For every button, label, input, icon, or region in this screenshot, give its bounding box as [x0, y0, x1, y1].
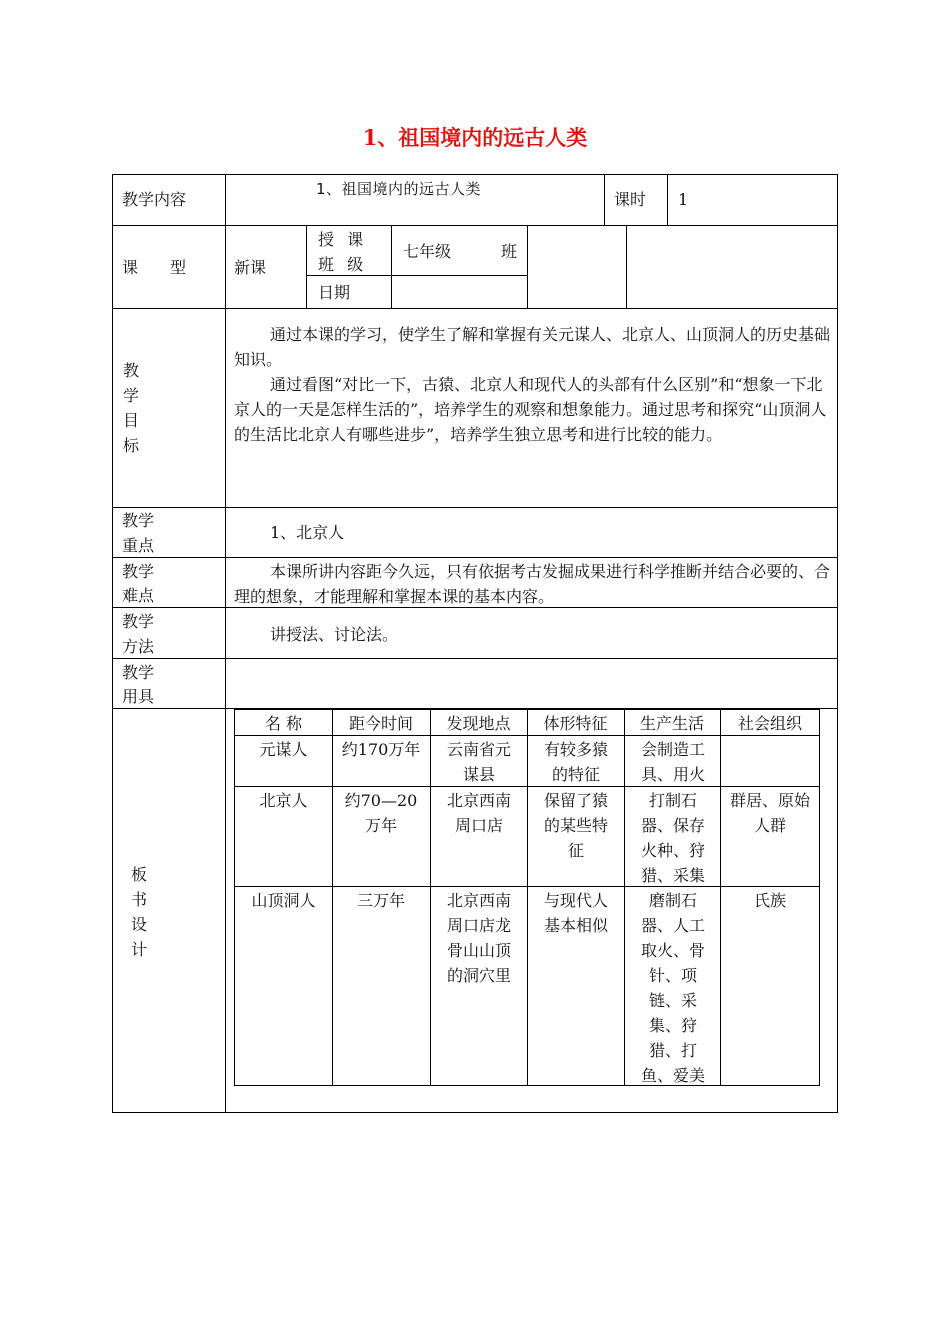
table-line-row2: [112, 308, 838, 309]
goals-label-char: 教: [122, 361, 139, 380]
board-header-time: 距今时间: [348, 714, 413, 733]
board-cell: 约170万年: [341, 740, 421, 759]
table-line-extra: [626, 225, 627, 309]
board-header-physique: 体形特征: [543, 714, 608, 733]
class-label: 授 课 班 级: [318, 230, 368, 274]
method-label-2: 方法: [122, 637, 155, 656]
board-cell: 氏族: [753, 891, 786, 910]
board-cell: 北京西南周口店龙骨山山顶的洞穴里: [446, 891, 511, 985]
board-cell: 云南省元谋县: [446, 740, 511, 784]
board-cell: 会制造工具、用火: [640, 740, 705, 784]
board-cell: 元谋人: [259, 740, 308, 759]
table-line-period-right: [667, 174, 668, 226]
class-grade: 七年级: [403, 242, 452, 261]
document-title: 1、祖国境内的远古人类: [362, 125, 588, 150]
board-table: [234, 709, 820, 1086]
board-cell: 与现代人基本相似: [543, 891, 608, 935]
tools-label-1: 教学: [122, 663, 155, 682]
board-cell: 约70—20万年: [344, 791, 418, 835]
keypoint-label-2: 重点: [122, 536, 155, 555]
period-value: 1: [678, 190, 689, 209]
board-label-char: 书: [130, 890, 147, 909]
table-line-class-label: [391, 225, 392, 309]
board-col-line: [430, 710, 431, 1085]
board-label-char: 计: [130, 940, 147, 959]
board-cell: 有较多猿的特征: [543, 740, 608, 784]
table-line-row4: [112, 557, 838, 558]
goals-paragraph-1: 通过本课的学习，使学生了解和掌握有关元谋人、北京人、山顶洞人的历史基础知识。: [234, 325, 831, 369]
difficulty-label-2: 难点: [122, 586, 155, 605]
board-cell: 磨制石器、人工取火、骨针、项链、采集、狩猎、打鱼、爱美: [640, 891, 705, 1085]
board-cell: 山顶洞人: [251, 891, 316, 910]
table-line-row1: [112, 225, 838, 226]
board-cell: 三万年: [356, 891, 405, 910]
content-label: 教学内容: [122, 190, 187, 209]
difficulty-value: 本课所讲内容距今久远，只有依据考古发掘成果进行科学推断并结合必要的、合理的想象，才能理解和掌握本课的基本内容。: [234, 562, 831, 606]
keypoint-label-1: 教学: [122, 511, 155, 530]
table-border-left: [112, 174, 113, 1113]
board-cell: 群居、原始人群: [730, 791, 811, 835]
table-line-period-left: [604, 174, 605, 226]
board-cell: 保留了猿的某些特征: [543, 791, 608, 860]
table-line-type-value: [306, 225, 307, 309]
table-border-top: [112, 174, 838, 175]
board-header-life: 生产生活: [639, 714, 704, 733]
board-header-society: 社会组织: [737, 714, 802, 733]
board-label-char: 设: [130, 915, 147, 934]
board-col-line: [624, 710, 625, 1085]
period-label: 课时: [614, 190, 647, 209]
type-value: 新课: [234, 258, 267, 277]
board-col-line: [527, 710, 528, 1085]
board-header-location: 发现地点: [446, 714, 511, 733]
table-border-bottom: [112, 1112, 838, 1113]
board-cell: 北京人: [259, 791, 308, 810]
board-header-name: 名 称: [264, 714, 303, 733]
class-suffix: 班: [501, 242, 518, 261]
goals-paragraph-2: 通过看图“对比一下，古猿、北京人和现代人的头部有什么区别”和“想象一下北京人的一天是怎样生活的”，培养学生的观察和想象能力。通过思考和探究“山顶洞人的生活比北京人有哪些进步”，培养学生独立思考和进行比较的能力。: [234, 375, 827, 444]
type-label: 课 型: [122, 258, 187, 277]
board-cell: 打制石器、保存火种、狩猎、采集: [640, 791, 705, 885]
board-cell: 北京西南周口店: [446, 791, 511, 835]
board-col-line: [332, 710, 333, 1085]
method-value: 讲授法、讨论法。: [270, 625, 399, 644]
date-label: 日期: [318, 283, 351, 302]
goals-label-char: 学: [122, 386, 139, 405]
goals-label-char: 标: [122, 436, 139, 455]
table-border-right: [837, 174, 838, 1113]
goals-label-char: 目: [122, 411, 139, 430]
difficulty-label-1: 教学: [122, 562, 155, 581]
table-line-class-value: [527, 225, 528, 309]
board-label-char: 板: [130, 865, 147, 884]
method-label-1: 教学: [122, 612, 155, 631]
table-line-row3: [112, 507, 838, 508]
tools-label-2: 用具: [122, 687, 155, 706]
table-line-row6: [112, 658, 838, 659]
keypoint-value: 1、北京人: [270, 523, 345, 542]
content-value: 1、祖国境内的远古人类: [316, 180, 482, 198]
table-line-label-col: [225, 174, 226, 1113]
board-col-line: [720, 710, 721, 1085]
